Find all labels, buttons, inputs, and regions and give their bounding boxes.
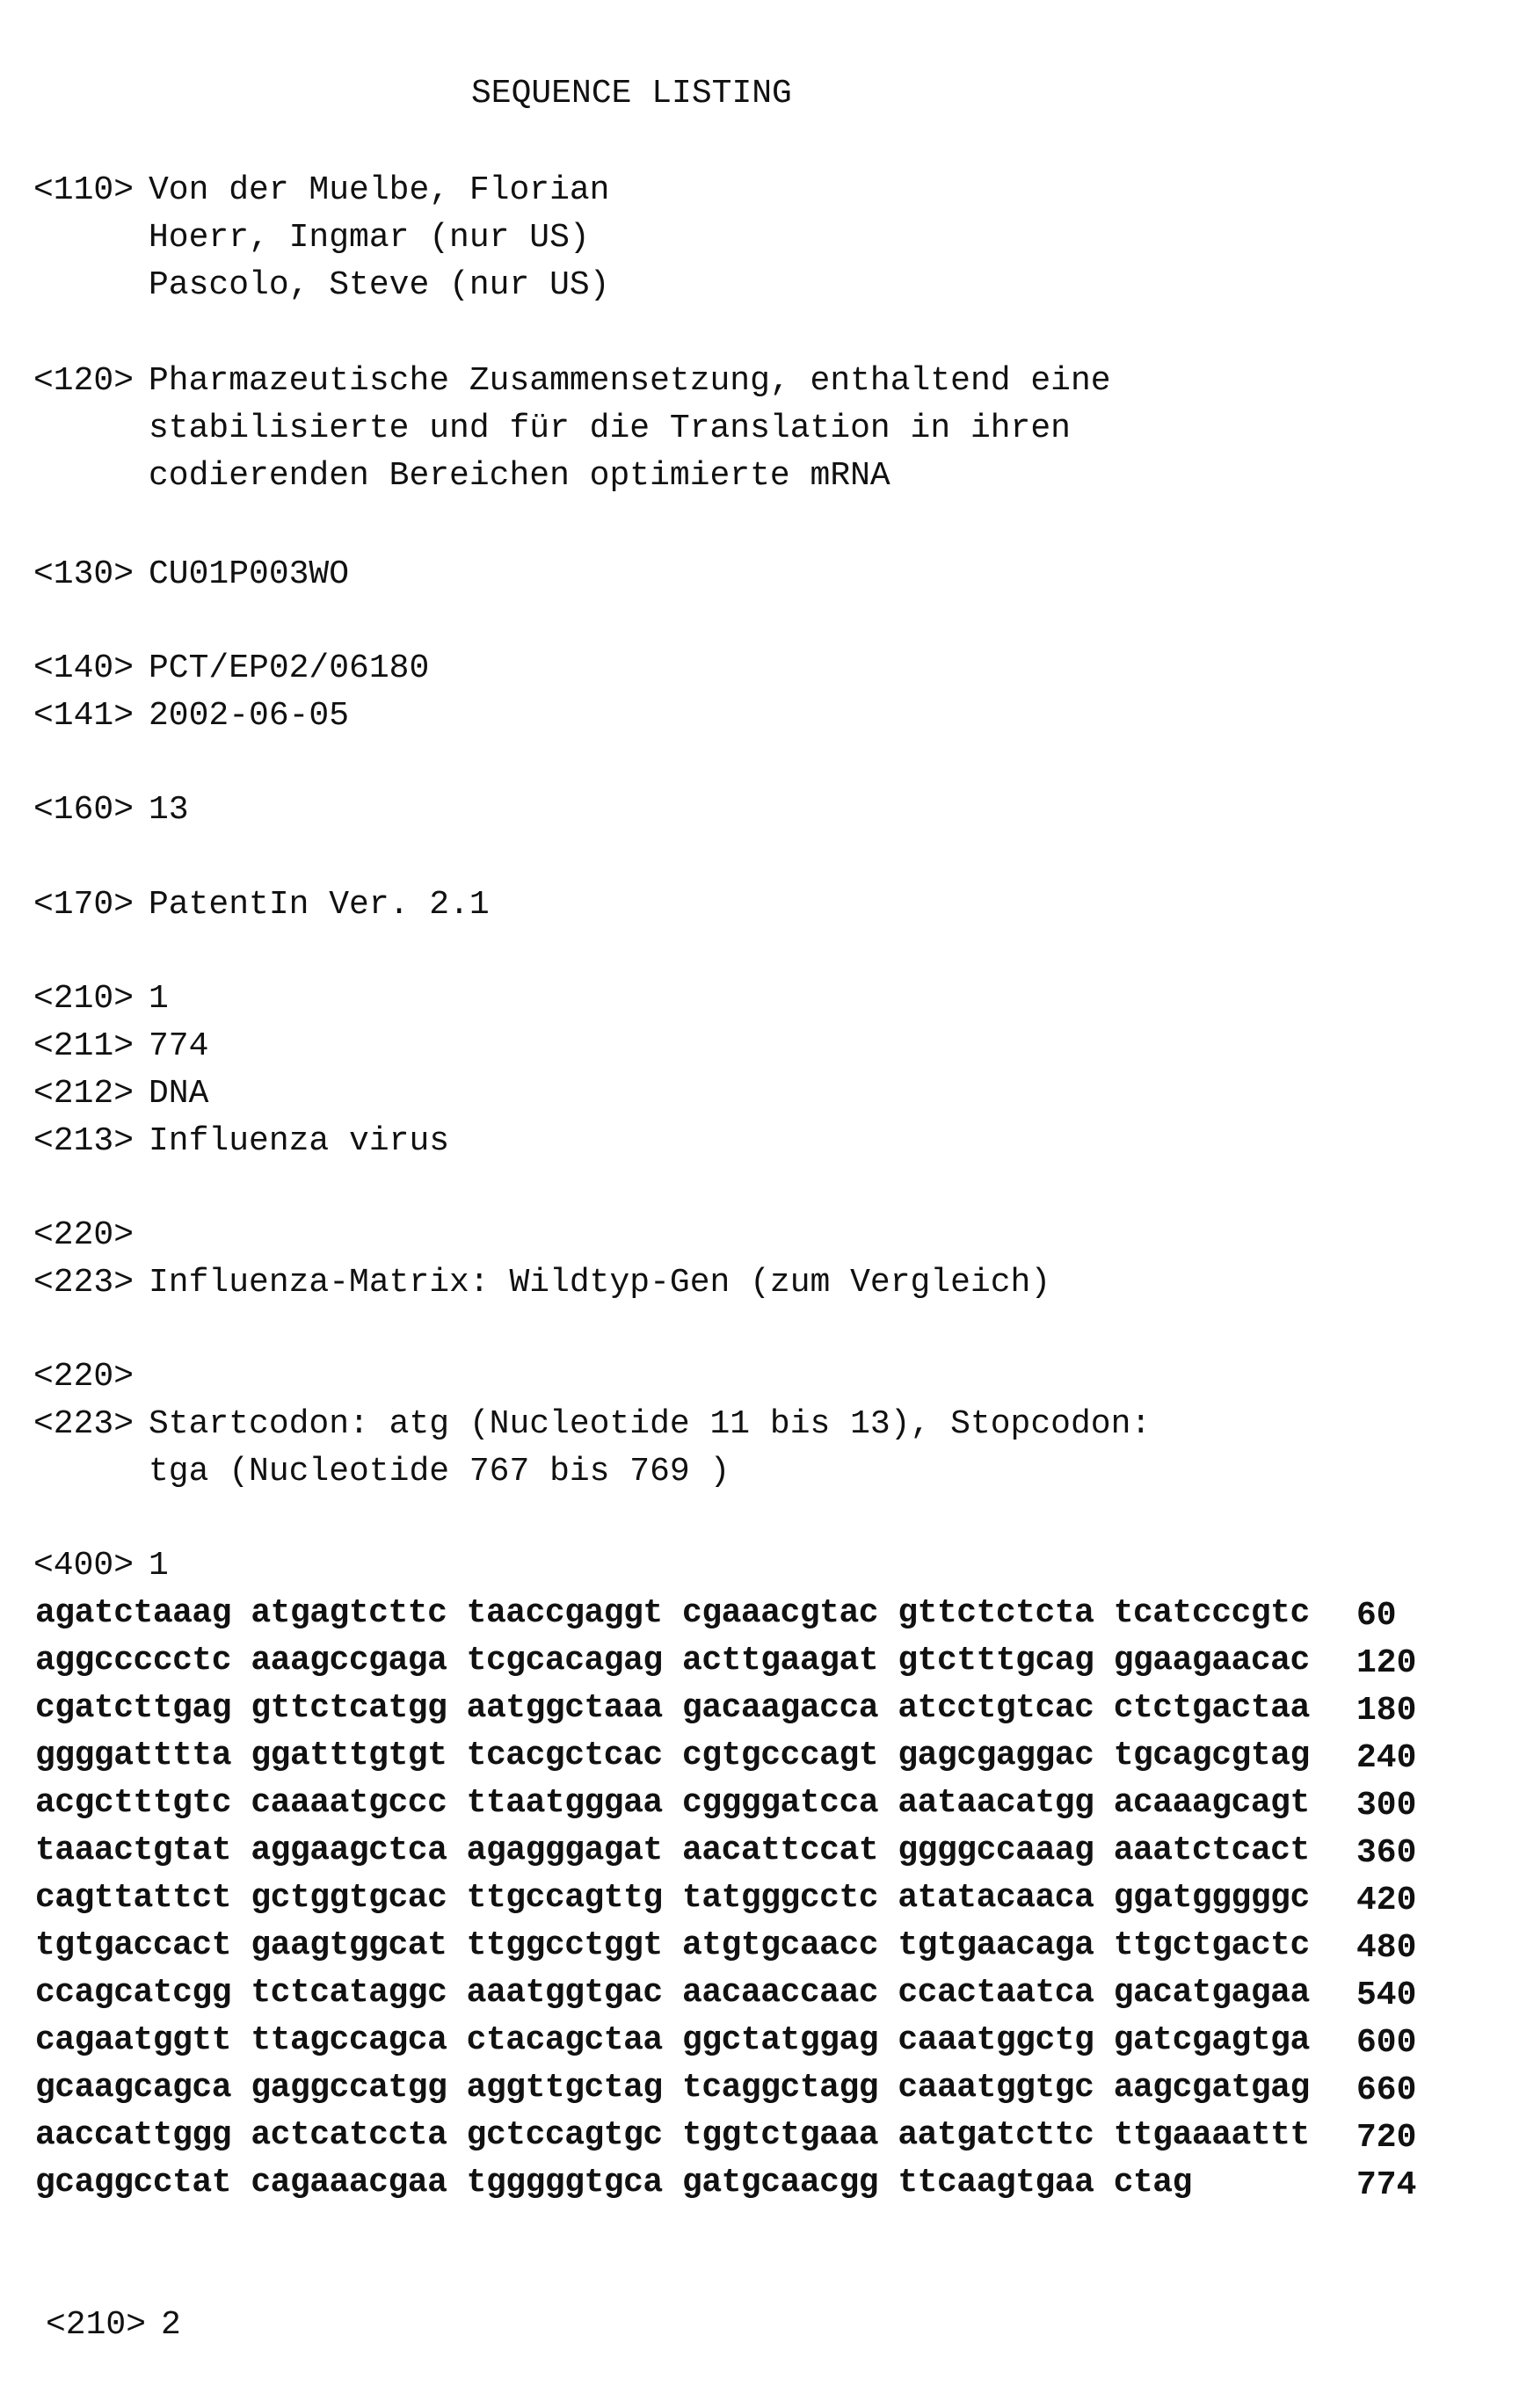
sequence-position: 540 xyxy=(1356,1976,1416,2014)
sequence-position: 480 xyxy=(1356,1929,1416,1967)
sequence-bases: ccagcatcgg tctcataggc aaatggtgac aacaaccaac ccactaatca gacatgagaa xyxy=(35,1976,1310,2010)
sequence-bases: agatctaaag atgagtcttc taaccgaggt cgaaacgtac gttctctcta tcatcccgtc xyxy=(35,1597,1310,1630)
sequence-bases: aggccccctc aaagccgaga tcgcacagag acttgaagat gtctttgcag ggaagaacac xyxy=(35,1644,1310,1678)
field-value: 13 xyxy=(149,794,189,827)
field-tag: <141> xyxy=(33,700,134,733)
sequence-position: 240 xyxy=(1356,1739,1416,1777)
field-tag: <130> xyxy=(33,558,134,591)
field-value: CU01P003WO xyxy=(149,558,349,591)
field-value: Influenza-Matrix: Wildtyp-Gen (zum Vergleich) xyxy=(149,1266,1050,1300)
field-value: Startcodon: atg (Nucleotide 11 bis 13), Stopcodon: xyxy=(149,1408,1151,1441)
field-value: stabilisierte und für die Translation in ihren xyxy=(149,412,1071,446)
sequence-position: 180 xyxy=(1356,1692,1416,1730)
field-tag: <223> xyxy=(33,1408,134,1441)
field-value: 774 xyxy=(149,1030,208,1063)
field-value: PatentIn Ver. 2.1 xyxy=(149,888,490,922)
field-value: Pascolo, Steve (nur US) xyxy=(149,269,610,302)
sequence-position: 600 xyxy=(1356,2024,1416,2062)
field-tag: <120> xyxy=(33,365,134,398)
sequence-position: 660 xyxy=(1356,2071,1416,2109)
field-value: Pharmazeutische Zusammensetzung, enthaltend eine xyxy=(149,365,1111,398)
sequence-bases: gcaagcagca gaggccatgg aggttgctag tcaggctagg caaatggtgc aagcgatgag xyxy=(35,2071,1310,2105)
field-tag: <160> xyxy=(33,794,134,827)
sequence-position: 774 xyxy=(1356,2166,1416,2204)
sequence-position: 120 xyxy=(1356,1644,1416,1682)
field-tag: <211> xyxy=(33,1030,134,1063)
sequence-bases: gcaggcctat cagaaacgaa tgggggtgca gatgcaacgg ttcaagtgaa ctag xyxy=(35,2166,1192,2200)
field-tag: <220> xyxy=(33,1219,134,1252)
field-value: codierenden Bereichen optimierte mRNA xyxy=(149,460,890,493)
field-value: 2 xyxy=(161,2309,181,2342)
field-value: DNA xyxy=(149,1077,208,1111)
field-tag: <212> xyxy=(33,1077,134,1111)
sequence-bases: acgctttgtc caaaatgccc ttaatgggaa cggggatcca aataacatgg acaaagcagt xyxy=(35,1787,1310,1820)
sequence-bases: ggggatttta ggatttgtgt tcacgctcac cgtgcccagt gagcgaggac tgcagcgtag xyxy=(35,1739,1310,1773)
field-value: 1 xyxy=(149,983,169,1016)
page-title: SEQUENCE LISTING xyxy=(471,77,792,111)
field-tag: <140> xyxy=(33,652,134,685)
field-value: 1 xyxy=(149,1549,169,1583)
sequence-position: 60 xyxy=(1356,1597,1397,1635)
sequence-position: 360 xyxy=(1356,1834,1416,1872)
field-value: Influenza virus xyxy=(149,1125,449,1158)
field-tag: <213> xyxy=(33,1125,134,1158)
field-value: Von der Muelbe, Florian xyxy=(149,174,610,207)
sequence-position: 420 xyxy=(1356,1882,1416,1919)
field-tag: <170> xyxy=(33,888,134,922)
field-tag: <400> xyxy=(33,1549,134,1583)
sequence-bases: cagttattct gctggtgcac ttgccagttg tatgggcctc atatacaaca ggatgggggc xyxy=(35,1882,1310,1915)
sequence-position: 300 xyxy=(1356,1787,1416,1824)
sequence-bases: aaccattggg actcatccta gctccagtgc tggtctgaaa aatgatcttc ttgaaaattt xyxy=(35,2119,1310,2152)
field-value: tga (Nucleotide 767 bis 769 ) xyxy=(149,1455,730,1489)
field-tag: <210> xyxy=(33,983,134,1016)
field-value: Hoerr, Ingmar (nur US) xyxy=(149,221,590,255)
field-tag: <110> xyxy=(33,174,134,207)
sequence-bases: cgatcttgag gttctcatgg aatggctaaa gacaagacca atcctgtcac ctctgactaa xyxy=(35,1692,1310,1725)
sequence-position: 720 xyxy=(1356,2119,1416,2157)
sequence-bases: taaactgtat aggaagctca agagggagat aacattccat ggggccaaag aaatctcact xyxy=(35,1834,1310,1868)
field-tag: <223> xyxy=(33,1266,134,1300)
field-tag: <220> xyxy=(33,1360,134,1394)
field-value: PCT/EP02/06180 xyxy=(149,652,429,685)
field-value: 2002-06-05 xyxy=(149,700,349,733)
sequence-bases: cagaatggtt ttagccagca ctacagctaa ggctatggag caaatggctg gatcgagtga xyxy=(35,2024,1310,2057)
field-tag: <210> xyxy=(46,2309,146,2342)
sequence-bases: tgtgaccact gaagtggcat ttggcctggt atgtgcaacc tgtgaacaga ttgctgactc xyxy=(35,1929,1310,1962)
